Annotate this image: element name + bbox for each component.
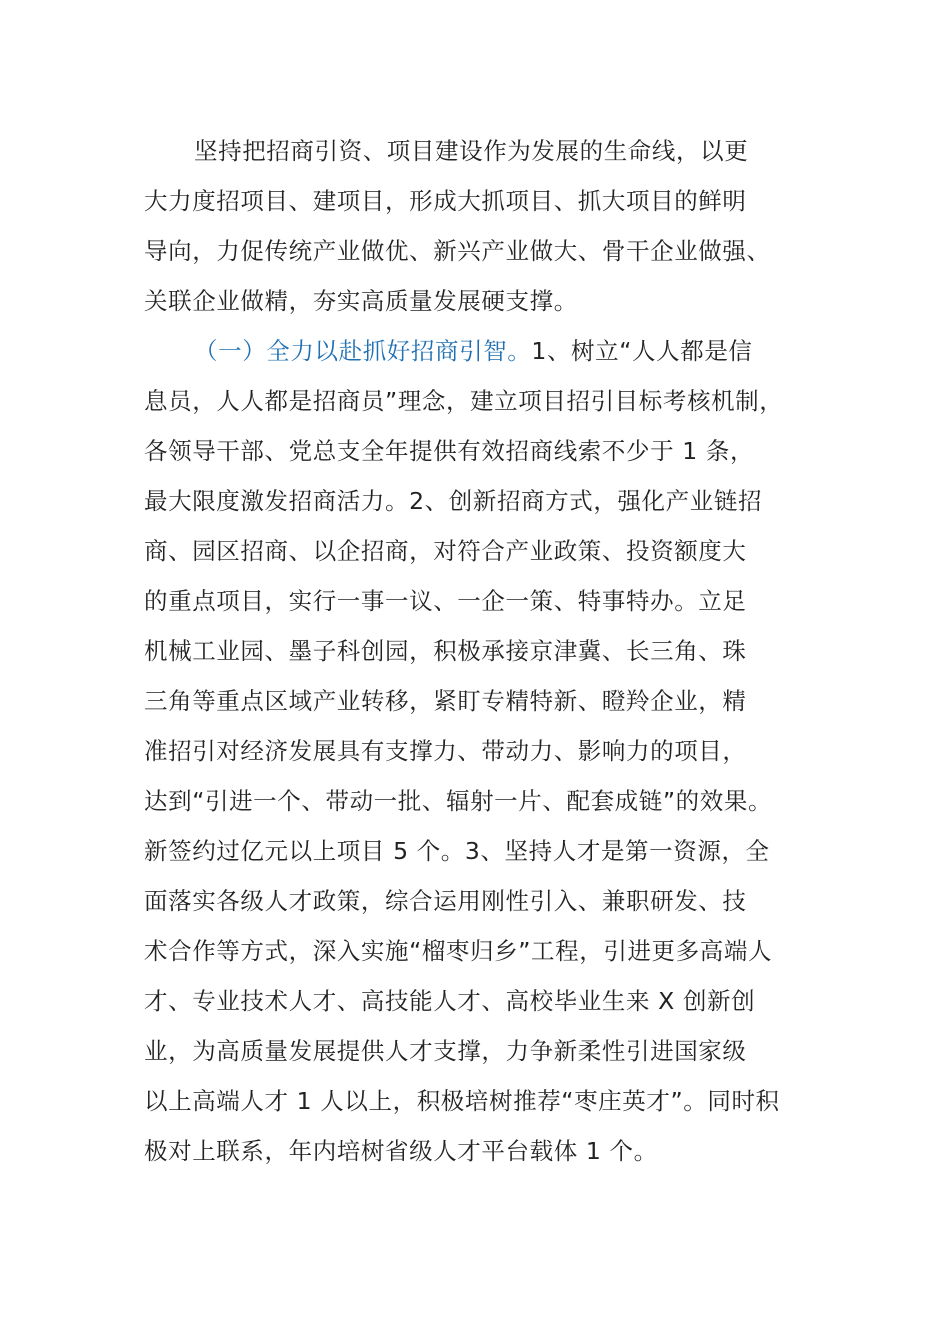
paragraph1-line-2: 大力度招项目、建项目，形成大抓项目、抓大项目的鲜明: [144, 187, 747, 215]
paragraph2-line-8: 三角等重点区域产业转移，紧盯专精特新、瞪羚企业，精: [144, 687, 747, 715]
paragraph2-line-7: 机械工业园、墨子科创园，积极承接京津冀、长三角、珠: [144, 637, 747, 665]
paragraph1-line-3: 导向，力促传统产业做优、新兴产业做大、骨干企业做强、: [144, 237, 771, 265]
paragraph2-line-15: 业，为高质量发展提供人才支撑，力争新柔性引进国家级: [144, 1037, 747, 1065]
paragraph2-line-11: 新签约过亿元以上项目 5 个。3、坚持人才是第一资源，全: [144, 837, 770, 865]
paragraph2-line-14: 才、专业技术人才、高技能人才、高校毕业生来 X 创新创: [144, 987, 756, 1015]
paragraph2-line-4: 最大限度激发招商活力。2、创新招商方式，强化产业链招: [144, 487, 763, 515]
paragraph2-line-3: 各领导干部、党总支全年提供有效招商线索不少于 1 条，: [144, 437, 755, 465]
paragraph2-line-9: 准招引对经济发展具有支撑力、带动力、影响力的项目，: [144, 737, 747, 765]
paragraph2-line-2: 息员，人人都是招商员”理念，建立项目招引目标考核机制，: [144, 387, 784, 415]
section-heading: （一）全力以赴抓好招商引智。: [194, 337, 532, 365]
paragraph2-line-12: 面落实各级人才政策，综合运用刚性引入、兼职研发、技: [144, 887, 747, 915]
paragraph2-line-10: 达到“引进一个、带动一批、辐射一片、配套成链”的效果。: [144, 787, 773, 815]
paragraph1-line-1: 坚持把招商引资、项目建设作为发展的生命线，以更: [194, 137, 749, 165]
paragraph2-line-13: 术合作等方式，深入实施“榴枣归乡”工程，引进更多高端人: [144, 937, 773, 965]
paragraph2-line-16: 以上高端人才 1 人以上，积极培树推荐“枣庄英才”。同时积: [144, 1087, 780, 1115]
paragraph2-line-1: 1、树立“人人都是信: [531, 337, 753, 365]
paragraph2-line-6: 的重点项目，实行一事一议、一企一策、特事特办。立足: [144, 587, 747, 615]
section-heading-line: [194, 336, 753, 366]
paragraph2-line-17: 极对上联系，年内培树省级人才平台载体 1 个。: [144, 1137, 658, 1165]
paragraph2-line-5: 商、园区招商、以企招商，对符合产业政策、投资额度大: [144, 537, 747, 565]
paragraph1-line-4: 关联企业做精，夯实高质量发展硬支撑。: [144, 287, 578, 315]
